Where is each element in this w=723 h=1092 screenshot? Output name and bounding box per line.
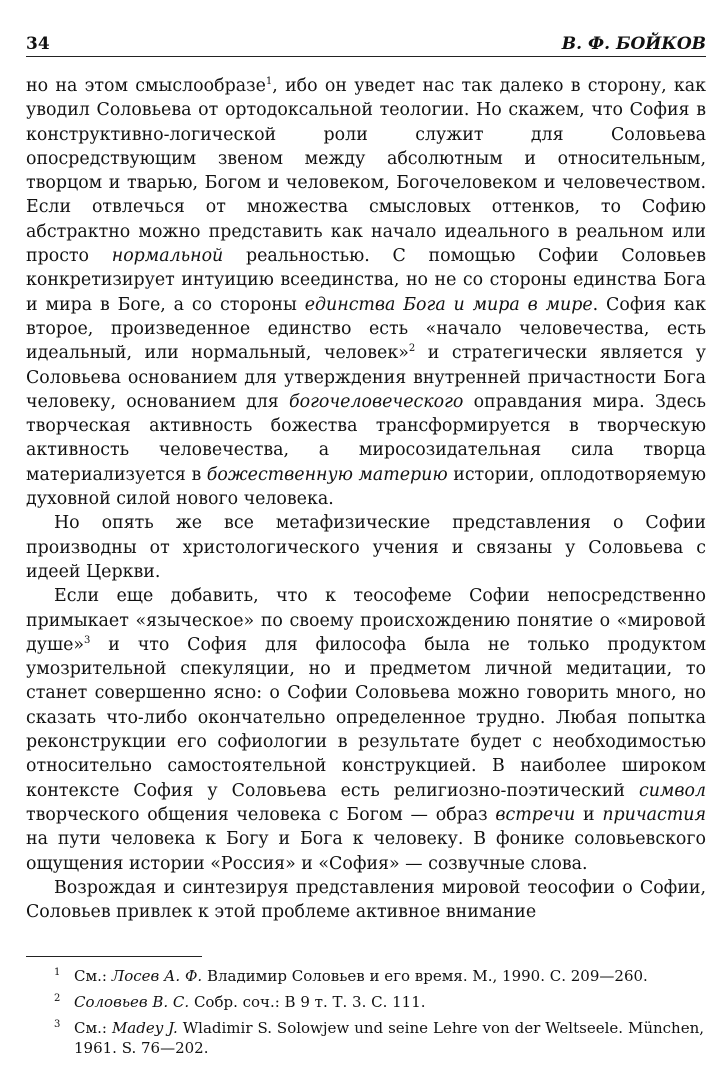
italic-text: Соловьев В. С. (74, 992, 190, 1011)
main-text (26, 74, 706, 924)
footnote-text (74, 967, 648, 985)
italic-text: Лосев А. Ф. (111, 967, 203, 985)
text-run: реальностью. С помощью Софии Соловьев конкретизирует интуицию всеединства, но не со стороны единства Бога и мира в Боге, а со стороны (26, 246, 706, 315)
text-run: и (575, 804, 603, 825)
paragraph (26, 74, 706, 511)
running-title: В. Ф. БОЙКОВ (561, 34, 706, 54)
italic-text: символ (638, 780, 706, 801)
text-run: Владимир Соловьев и его время. М., 1990. С. 209—260. (202, 967, 648, 985)
footnote-ref: 2 (408, 343, 416, 355)
footnote-rule (26, 956, 202, 957)
header-rule (26, 56, 706, 57)
paragraph (26, 511, 706, 584)
text-run: Но опять же все метафизические представления о Софии производны от христологического учения и связаны у Соловьева с идеей Церкви. (26, 513, 706, 582)
text-run: . София как второе, произведенное единство есть «начало человечества, есть идеальный, или нормальный, человек» (26, 294, 706, 364)
page-number: 34 (26, 34, 50, 54)
page-header (26, 30, 706, 54)
footnote-mark: 1 (54, 967, 61, 978)
footnote (54, 966, 704, 987)
footnote-ref: 1 (265, 76, 273, 87)
text-run: , ибо он уведет нас так далеко в сторону, как уводил Соловьева от ортодоксальной теологии. Но скажем, что София в конструктивно-логической роли служит для Соловьева опосредствующим звеном между абсолютным и относительным, творцом и тварью, Богом и человеком, Богочеловеком и человечеством. Если отвлечься от множества смысловых оттенков, то Софию абстрактно можно представить как начало идеального в реальном или просто (26, 76, 706, 267)
text-run: творческого общения человека с Богом — образ (26, 804, 496, 825)
paragraph (26, 876, 706, 925)
footnote-mark: 3 (54, 1018, 61, 1030)
italic-text: единства Бога и мира в мире (304, 294, 593, 315)
text-run: Возрождая и синтезируя представления мировой теософии о Софии, Соловьев привлек к этой проблеме активное внимание (26, 877, 706, 923)
italic-text: причастия (602, 804, 706, 825)
footnotes (54, 966, 705, 1064)
footnote-text (74, 993, 426, 1011)
footnote-text (74, 1019, 704, 1058)
text-run: См.: (74, 1018, 112, 1037)
text-run: но на этом смыслообразе (26, 76, 266, 96)
text-run: и стратегически является у Соловьева основанием для утверждения внутренней причастности Бога человеку, основанием для (26, 343, 706, 412)
italic-text: божественную материю (206, 464, 448, 485)
italic-text: встречи (495, 804, 576, 825)
text-run: См.: (74, 967, 112, 985)
text-run: Собр. соч.: В 9 т. Т. 3. С. 111. (189, 992, 426, 1011)
footnote (54, 992, 704, 1013)
paragraph (26, 584, 706, 876)
text-run: оправдания мира. Здесь творческая активность божества трансформируется в творческую активность человечества, а миросозидательная сила творца материализуется в (26, 391, 706, 485)
text-run: истории, оплодотворяемую духовной силой нового человека. (26, 464, 706, 510)
footnote (54, 1018, 705, 1060)
text-run: Если еще добавить, что к теософеме Софии непосредственно примыкает «языческое» по своему происхождению понятие о «мировой душе» (26, 586, 706, 655)
footnote-mark: 2 (54, 992, 61, 1004)
italic-text: нормальной (111, 246, 224, 267)
text-run: на пути человека к Богу и Бога к человеку. В фонике соловьевского ощущения истории «Россия» и «София» — созвучные слова. (26, 829, 706, 874)
text-run: Wladimir S. Solowjew und seine Lehre von der Weltseele. München, 1961. S. 76—202. (74, 1018, 705, 1058)
italic-text: Madey J. (111, 1018, 178, 1037)
text-run: и что София для философа была не только продуктом умозрительной спекуляции, но и предметом личной медитации, то станет совершенно ясно: о Софии Соловьева можно говорить много, но сказать что-либо окончательно определенное трудно. Любая попытка реконструкции его софиологии в результате будет с необходимостью относительно самостоятельной конструкцией. В наиболее широком контексте София у Соловьева есть религиозно-поэтический (26, 634, 706, 801)
italic-text: богочеловеческого (289, 391, 464, 412)
footnote-ref: 3 (84, 634, 91, 646)
